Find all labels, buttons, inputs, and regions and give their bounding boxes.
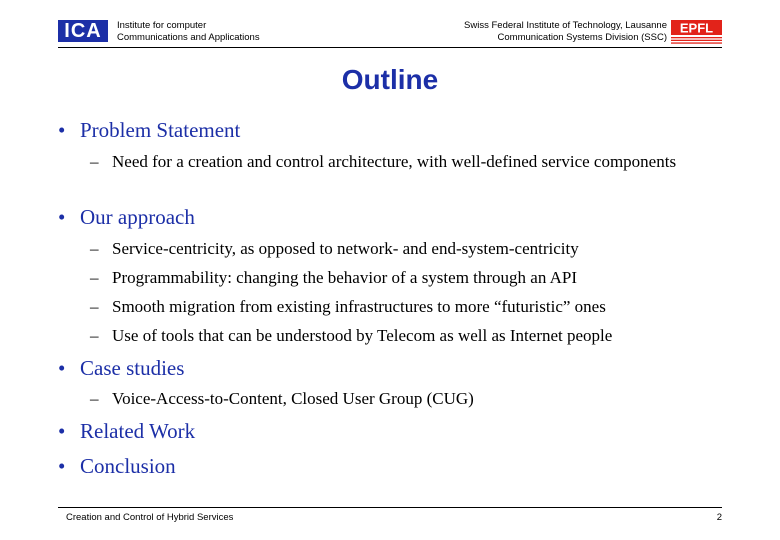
sub-bullet-text: Service-centricity, as opposed to network- and end-system-centricity (112, 239, 579, 258)
bullet-icon: • (58, 356, 66, 380)
bullet-text: Case studies (80, 356, 185, 380)
dash-icon: – (90, 239, 99, 258)
bullet-our-approach (58, 205, 195, 229)
bullet-text: Problem Statement (80, 118, 241, 142)
bullet-case-studies (58, 356, 184, 380)
dash-icon: – (90, 297, 99, 316)
sub-bullet-text: Use of tools that can be understood by Telecom as well as Internet people (112, 326, 613, 345)
footer-rule (58, 507, 722, 508)
bullet-text: Related Work (80, 419, 196, 443)
sub-bullet (90, 150, 710, 173)
bullet-icon: • (58, 454, 66, 478)
dash-icon: – (90, 326, 99, 345)
sub-bullet-text: Smooth migration from existing infrastructures to more “futuristic” ones (112, 297, 606, 316)
sub-bullet (90, 295, 710, 318)
sub-bullet-text: Programmability: changing the behavior of a system through an API (112, 268, 578, 287)
ica-logo: ICA (58, 20, 108, 42)
bullet-conclusion (58, 454, 176, 478)
bullet-problem-statement (58, 118, 240, 142)
header-left-line1: Institute for computer (117, 20, 207, 31)
sub-bullet (90, 237, 710, 260)
footer-title: Creation and Control of Hybrid Services (66, 512, 234, 523)
sub-bullet-text: Voice-Access-to-Content, Closed User Group (CUG) (112, 389, 474, 408)
bullet-icon: • (58, 205, 66, 229)
sub-bullet (90, 324, 710, 347)
header-rule (58, 47, 722, 48)
header-institute-left (117, 20, 260, 44)
bullet-text: Conclusion (80, 454, 176, 478)
bullet-icon: • (58, 118, 66, 142)
header-right-line1: Swiss Federal Institute of Technology, Lausanne (464, 20, 667, 31)
slide-title: Outline (341, 64, 439, 95)
sub-bullet (90, 266, 710, 289)
sub-bullet-text: Need for a creation and control architecture, with well-defined service components (112, 152, 677, 171)
bullet-text: Our approach (80, 205, 195, 229)
epfl-logo (671, 20, 722, 44)
dash-icon: – (90, 152, 99, 171)
page-number: 2 (716, 512, 722, 523)
dash-icon: – (90, 268, 99, 287)
sub-bullet (90, 387, 710, 410)
dash-icon: – (90, 389, 99, 408)
header-right-line2: Communication Systems Division (SSC) (497, 32, 667, 43)
epfl-logo-text: EPFL (679, 20, 714, 36)
header-left-line2: Communications and Applications (117, 32, 260, 43)
bullet-icon: • (58, 419, 66, 443)
bullet-related-work (58, 419, 195, 443)
header-institute-right (464, 20, 667, 44)
